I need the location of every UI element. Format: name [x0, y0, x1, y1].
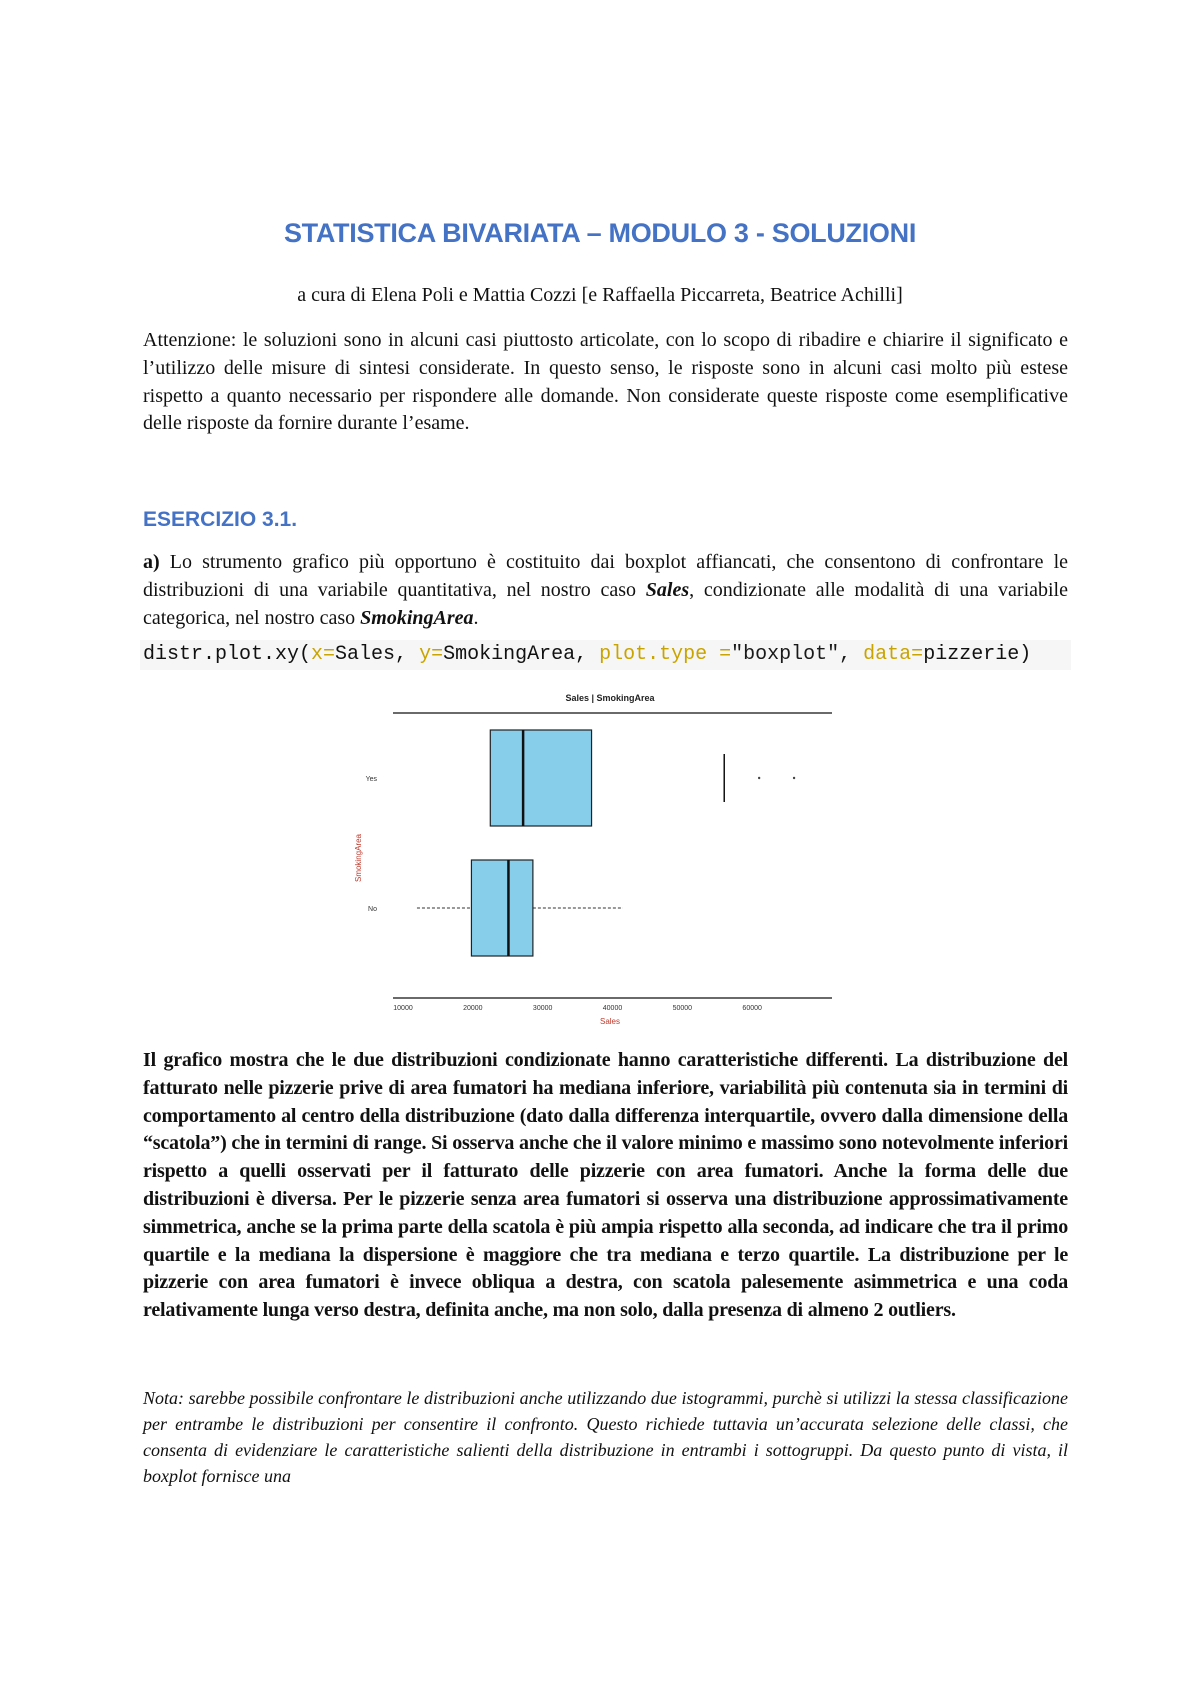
part-a-label: a) [143, 551, 160, 573]
section-heading: ESERCIZIO 3.1. [143, 508, 298, 531]
x-tick-label: 20000 [463, 1005, 483, 1012]
code-type-val: "boxplot", [731, 643, 864, 666]
analysis-paragraph: Il grafico mostra che le due distribuzioni condizionate hanno caratteristiche differenti. La distribuzione del fatturato nelle pizzerie prive di area fumatori ha mediana inferiore, variabilità più contenuta sia in termini di comportamento al centro della distribuzione (dato dalla differenza interquartile, ovvero dalla dimensione della “scatola”) che in termini di range. Si osserva anche che il valore minimo e massimo sono notevolmente inferiori rispetto a quelli osservati per il fatturato delle pizzerie con area fumatori. Anche la forma delle due distribuzioni è diversa. Per le pizzerie senza area fumatori si osserva una distribuzione approssimativamente simmetrica, anche se la prima parte della scatola è più ampia rispetto alla seconda, ad indicare che tra il primo quartile e la mediana la dispersione è maggiore che tra mediana e terzo quartile. La distribuzione per le pizzerie con area fumatori è invece obliqua a destra, con scatola palesemente asimmetrica e una coda relativamente lunga verso destra, definita anche, ma non solo, dalla presenza di almeno 2 outliers. [143, 1049, 1068, 1322]
intro-paragraph: Attenzione: le soluzioni sono in alcuni casi piuttosto articolate, con lo scopo di ribadire e chiarire il significato e l’utilizzo delle misure di sintesi considerate. In questo senso, le risposte sono in alcuni casi molto più estese rispetto a quanto necessario per rispondere alle domande. Non considerate queste risposte come esemplificative delle risposte da fornire durante l’esame. [143, 329, 1068, 435]
part-a-text-3: . [473, 606, 479, 629]
x-axis-label: Sales [599, 1017, 621, 1026]
code-type-kw: plot.type = [599, 643, 732, 666]
box-no [471, 860, 532, 956]
code-data-kw: data= [863, 643, 924, 666]
y-axis-label: SmokingArea [354, 833, 363, 883]
page-title: STATISTICA BIVARIATA – MODULO 3 - SOLUZIONI [283, 218, 917, 248]
chart-title: Sales | SmokingArea [565, 693, 655, 703]
part-a-paragraph [143, 549, 1068, 632]
note-last-line: distribuzione in entrambi i sottogruppi. Da questo punto di vista, il boxplot fornisce una [143, 1440, 1069, 1486]
chart-marks [366, 730, 796, 1012]
x-tick-label: 30000 [532, 1005, 553, 1012]
code-y-kw: y= [419, 643, 444, 666]
outlier-yes-2 [793, 777, 795, 779]
category-label-no: No [368, 906, 377, 913]
x-tick-label: 50000 [672, 1005, 693, 1012]
x-tick-label: 40000 [602, 1005, 623, 1012]
part-a-text-2: , condizionate alle modalità di una variabile categorica, nel nostro caso [143, 578, 1068, 629]
x-tick-label: 10000 [393, 1005, 413, 1012]
code-x-val: Sales, [335, 643, 420, 666]
code-x-kw: x= [311, 643, 336, 666]
part-a-text-1: Lo strumento grafico più opportuno è costituito dai boxplot affiancati, che consentono di confrontare le distribuzioni di una variabile quantitativa, nel nostro caso [143, 551, 1068, 601]
part-a-var-sales: Sales [645, 578, 690, 601]
code-snippet [140, 640, 1071, 670]
box-yes [490, 730, 591, 826]
note-paragraph [143, 1385, 1068, 1489]
x-tick-label: 60000 [742, 1005, 762, 1012]
code-y-val: SmokingArea, [443, 643, 600, 666]
part-a-var-smokingarea: SmokingArea [360, 606, 474, 629]
code-data-val: pizzerie) [923, 643, 1032, 666]
note-main: Nota: sarebbe possibile confrontare le distribuzioni anche utilizzando due istogrammi, purchè si utilizzi la stessa classificazione per entrambe le distribuzioni per consentire il confronto. Questo richiede tuttavia un’accurata selezione delle classi, che consenta di evidenziare le caratteristiche salienti della [143, 1388, 1068, 1460]
code-func: distr.plot.xy( [143, 643, 312, 666]
category-label-yes: Yes [365, 776, 377, 783]
boxplot-chart [350, 688, 850, 1038]
outlier-yes-1 [758, 777, 760, 779]
authors-line: a cura di Elena Poli e Mattia Cozzi [e Raffaella Piccarreta, Beatrice Achilli] [297, 284, 903, 306]
